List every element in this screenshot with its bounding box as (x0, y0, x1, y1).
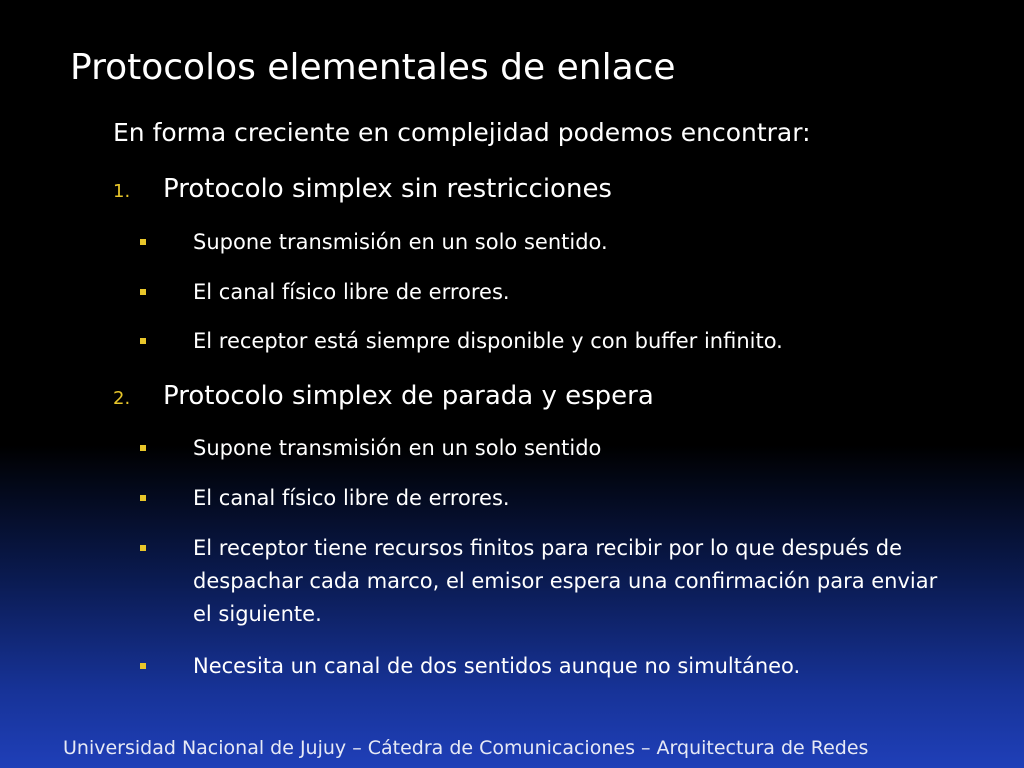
list-item (140, 226, 953, 259)
bullet-text: El canal físico libre de errores. (193, 486, 510, 510)
list-item (140, 276, 953, 309)
bullet-text: El receptor está siempre disponible y con buffer infinito. (193, 329, 783, 353)
bullet-text: Supone transmisión en un solo sentido (193, 436, 602, 460)
section-heading-text: Protocolo simplex de parada y espera (163, 381, 654, 411)
section-heading-2 (113, 379, 654, 416)
bullet-text: El canal físico libre de errores. (193, 280, 510, 304)
list-item (140, 432, 953, 465)
bullet-square-icon (140, 663, 146, 669)
bullet-square-icon (140, 239, 146, 245)
list-item (140, 482, 953, 515)
bullet-square-icon (140, 289, 146, 295)
bullet-square-icon (140, 545, 146, 551)
list-item (140, 650, 953, 683)
section-heading-text: Protocolo simplex sin restricciones (163, 174, 612, 204)
list-number: 1. (113, 181, 131, 202)
bullet-square-icon (140, 338, 146, 344)
bullet-text: El receptor tiene recursos finitos para recibir por lo que después de despachar cada marco, el emisor espera una confirmación para enviar el siguiente. (193, 536, 938, 626)
bullet-text: Supone transmisión en un solo sentido. (193, 230, 608, 254)
bullet-square-icon (140, 495, 146, 501)
list-number: 2. (113, 388, 131, 409)
list-item (140, 532, 953, 631)
bullet-text: Necesita un canal de dos sentidos aunque no simultáneo. (193, 654, 801, 678)
bullet-square-icon (140, 445, 146, 451)
slide-title: Protocolos elementales de enlace (70, 47, 676, 88)
slide-footer: Universidad Nacional de Jujuy – Cátedra de Comunicaciones – Arquitectura de Redes (63, 737, 869, 759)
list-item (140, 325, 953, 358)
section-heading-1 (113, 172, 612, 209)
intro-text: En forma creciente en complejidad podemos encontrar: (113, 118, 811, 147)
